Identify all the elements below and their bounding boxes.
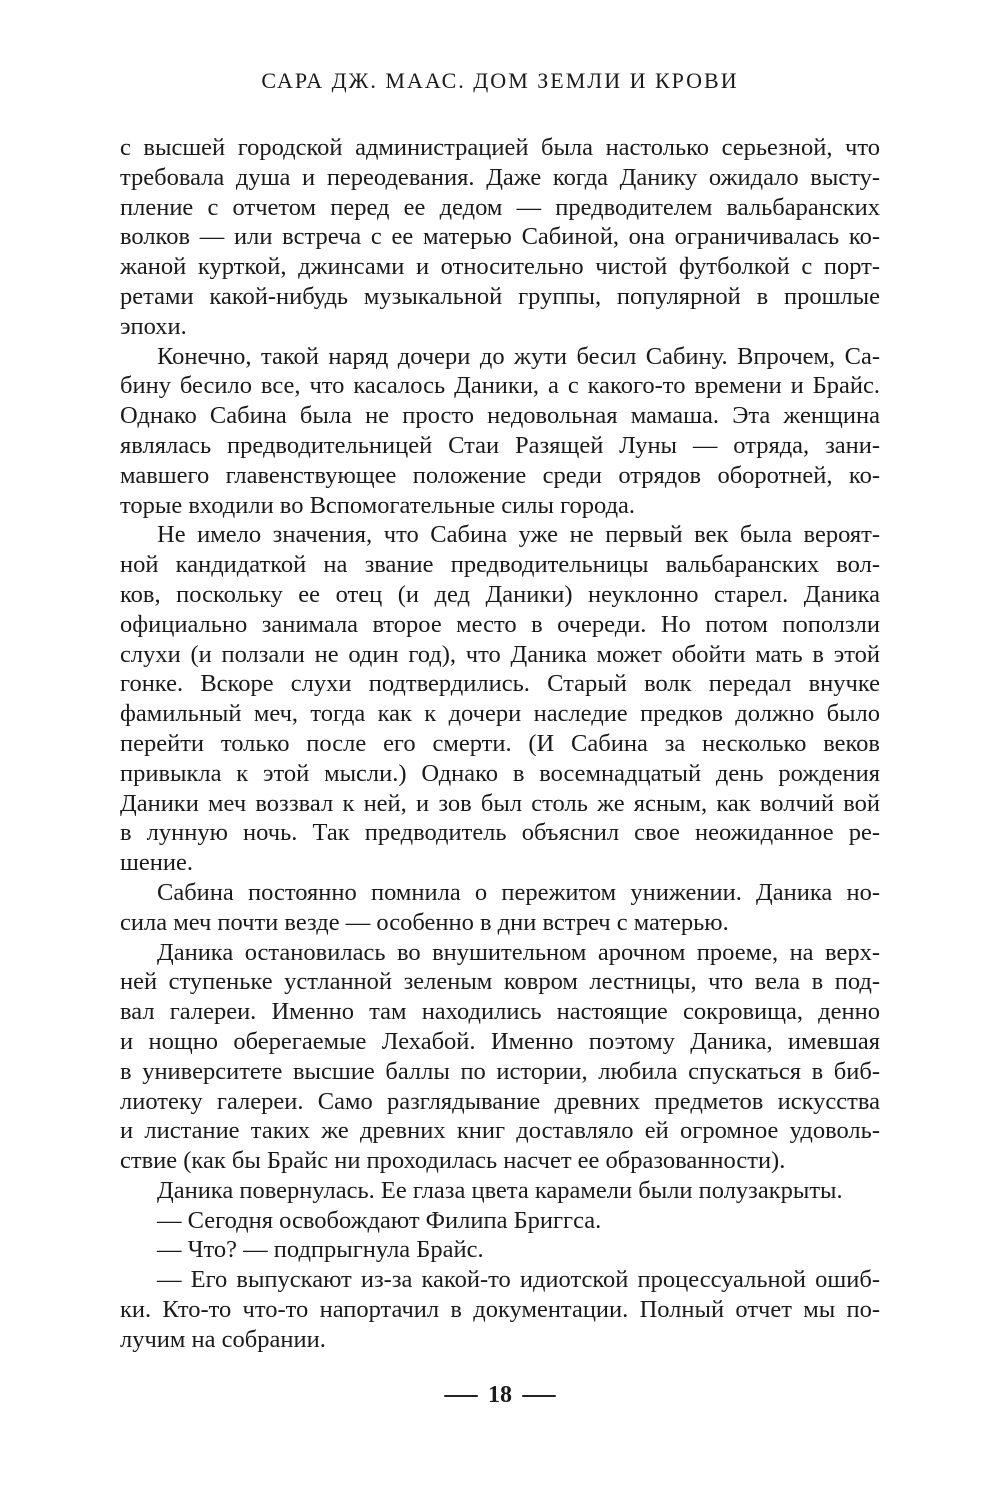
text-line: Даники меч воззвал к ней, и зов был столь же ясным, как волчий вой bbox=[120, 789, 880, 817]
text-line: — Сегодня освобождают Филипа Бриггса. bbox=[157, 1206, 602, 1234]
paragraph bbox=[120, 1176, 880, 1206]
text-line: официально занимала второе место в очереди. Но потом поползли bbox=[120, 610, 880, 638]
text-line: слухи (и ползали не один год), что Даника может обойти мать в этой bbox=[120, 640, 880, 668]
paragraph bbox=[120, 133, 880, 342]
text-line: торые входили во Вспомогательные силы города. bbox=[120, 491, 636, 519]
ornament-dash-left bbox=[444, 1395, 478, 1397]
text-line: бину бесило все, что касалось Даники, а с какого-то времени и Брайс. bbox=[120, 372, 880, 400]
text-line: Конечно, такой наряд дочери до жути бесил Сабину. Впрочем, Са- bbox=[157, 342, 880, 370]
text-line: Даника остановилась во внушительном арочном проеме, на верх- bbox=[157, 938, 880, 966]
text-line: вал галереи. Именно там находились настоящие сокровища, денно bbox=[120, 998, 880, 1026]
text-line: ней ступеньке устланной зеленым ковром лестницы, что вела в под- bbox=[120, 968, 880, 996]
text-line: гонке. Вскоре слухи подтвердились. Старый волк передал внучке bbox=[120, 670, 880, 698]
text-line: ствие (как бы Брайс ни проходилась насчет ее образованности). bbox=[120, 1147, 786, 1175]
text-line: требовала душа и переодевания. Даже когда Данику ожидало высту- bbox=[120, 163, 880, 191]
text-line: сила меч почти везде — особенно в дни встреч с матерью. bbox=[120, 908, 729, 936]
running-header: САРА ДЖ. МААС. ДОМ ЗЕМЛИ И КРОВИ bbox=[261, 68, 739, 93]
text-line: пление с отчетом перед ее дедом — предводителем вальбаранских bbox=[120, 193, 880, 221]
text-line: фамильный меч, тогда как к дочери наследие предков должно было bbox=[120, 700, 880, 728]
text-line: Даника повернулась. Ее глаза цвета карамели были полузакрыты. bbox=[157, 1176, 843, 1204]
text-line: с высшей городской администрацией была настолько серьезной, что bbox=[120, 134, 880, 161]
text-line: и нощно оберегаемые Лехабой. Именно поэтому Даника, имевшая bbox=[120, 1027, 880, 1055]
text-line: ретами какой-нибудь музыкальной группы, популярной в прошлые bbox=[120, 282, 880, 310]
text-line: Не имело значения, что Сабина уже не первый век была вероят- bbox=[157, 521, 880, 549]
page-number: 18 bbox=[488, 1382, 512, 1408]
text-line: и листание таких же древних книг доставляло ей огромное удоволь- bbox=[120, 1117, 880, 1145]
paragraph bbox=[120, 520, 880, 878]
text-line: волков — или встреча с ее матерью Сабиной, она ограничивалась ко- bbox=[120, 223, 880, 251]
text-line: шение. bbox=[120, 849, 193, 877]
text-line: перейти только после его смерти. (И Сабина за несколько веков bbox=[120, 729, 880, 757]
text-line: Однако Сабина была не просто недовольная мамаша. Эта женщина bbox=[120, 402, 880, 430]
text-line: ной кандидаткой на звание предводительницы вальбаранских вол- bbox=[120, 551, 880, 579]
text-line: лиотеку галереи. Само разглядывание древних предметов искусства bbox=[120, 1087, 880, 1115]
text-line: в лунную ночь. Так предводитель объяснил свое неожиданное ре- bbox=[120, 819, 880, 847]
text-line: Сабина постоянно помнила о пережитом унижении. Даника но- bbox=[157, 878, 880, 906]
text-line: ки. Кто-то что-то напортачил в документации. Полный отчет мы по- bbox=[120, 1296, 880, 1324]
text-line: лучим на собрании. bbox=[120, 1325, 326, 1353]
ornament-dash-right bbox=[522, 1395, 556, 1397]
paragraph bbox=[120, 1235, 880, 1265]
paragraph bbox=[120, 1206, 880, 1236]
text-line: являлась предводительницей Стаи Разящей Луны — отряда, зани- bbox=[120, 431, 880, 459]
text-line: — Что? — подпрыгнула Брайс. bbox=[157, 1236, 484, 1264]
paragraph bbox=[120, 938, 880, 1176]
text-line: ков, поскольку ее отец (и дед Даники) неуклонно старел. Даника bbox=[120, 580, 880, 608]
body-text bbox=[120, 133, 880, 1355]
text-line: эпохи. bbox=[120, 312, 187, 340]
paragraph bbox=[120, 878, 880, 938]
text-line: мавшего главенствующее положение среди отрядов оборотней, ко- bbox=[120, 461, 880, 489]
paragraph bbox=[120, 342, 880, 521]
text-line: — Его выпускают из-за какой-то идиотской процессуальной ошиб- bbox=[157, 1266, 880, 1294]
paragraph bbox=[120, 1265, 880, 1354]
text-line: в университете высшие баллы по истории, любила спускаться в биб- bbox=[120, 1057, 880, 1085]
text-line: жаной курткой, джинсами и относительно чистой футболкой с порт- bbox=[120, 253, 880, 281]
page-footer bbox=[0, 1382, 1000, 1409]
text-line: привыкла к этой мысли.) Однако в восемнадцатый день рождения bbox=[120, 759, 880, 787]
